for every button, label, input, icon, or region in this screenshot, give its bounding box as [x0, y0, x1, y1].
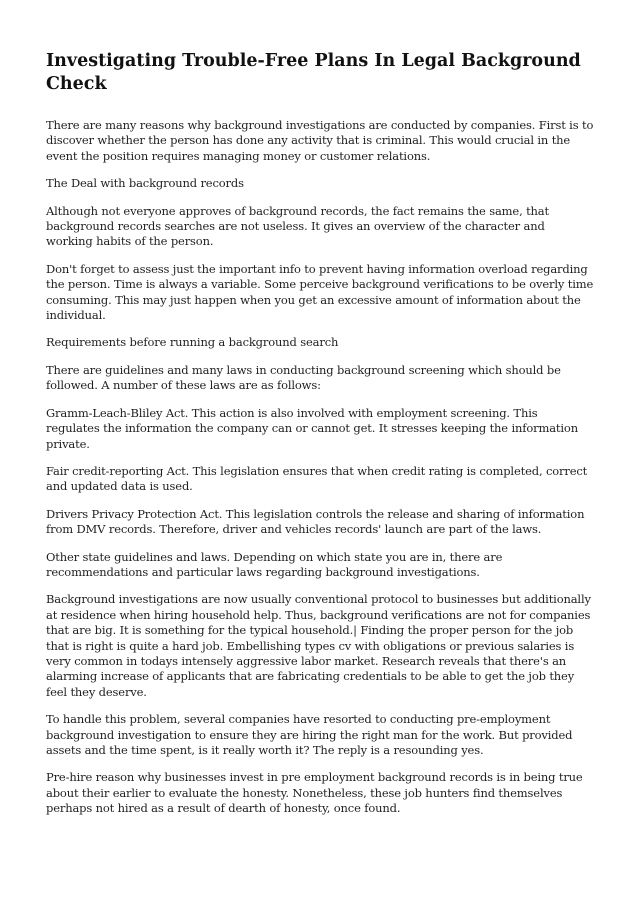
section-heading-background-records: The Deal with background records — [46, 176, 244, 191]
paragraph-gramm-leach-bliley: Gramm-Leach-Bliley Act. This action is also involved with employment screening. This regulates the information the company can or cannot get. It stresses keeping the information private. — [46, 405, 578, 451]
document-title: Investigating Trouble-Free Plans In Legal Background Check — [46, 51, 581, 94]
paragraph-pre-employment: To handle this problem, several companies have resorted to conducting pre-employment background investigation to ensure they are hiring the right man for the work. But provided assets and the time spent, is it really worth it? The reply is a resounding yes. — [46, 712, 573, 757]
paragraph-honesty: Pre-hire reason why businesses invest in pre employment background records is in being true about their earlier to evaluate the honesty. Nonetheless, these job hunters find themselves perhaps not hired as a result of dearth of honesty, once found. — [46, 770, 583, 816]
paragraph-overview: Although not everyone approves of background records, the fact remains the same, that background records searches are not useless. It gives an overview of the character and working habits of the person. — [46, 203, 549, 249]
paragraph-fair-credit-reporting: Fair credit-reporting Act. This legislation ensures that when credit rating is completed, correct and updated data is used. — [46, 463, 588, 494]
paragraph-intro: There are many reasons why background investigations are conducted by companies. First is to discover whether the person has done any activity that is criminal. This would crucial in the event the position requires managing money or customer relations. — [46, 118, 594, 163]
paragraph-drivers-privacy: Drivers Privacy Protection Act. This legislation controls the release and sharing of information from DMV records. Therefore, driver and vehicles records' launch are part of the laws. — [46, 506, 585, 537]
document-page — [46, 50, 594, 829]
paragraph-information-overload: Don't forget to assess just the important info to prevent having information overload regarding the person. Time is always a variable. Some perceive background verifications to be overly time consuming. This may just happen when you get an excessive amount of information about the individual. — [46, 261, 594, 323]
section-heading-requirements: Requirements before running a background search — [46, 335, 339, 350]
document-body — [46, 118, 594, 817]
paragraph-guidelines: There are guidelines and many laws in conducting background screening which should be followed. A number of these laws are as follows: — [46, 362, 561, 393]
paragraph-state-laws: Other state guidelines and laws. Depending on which state you are in, there are recommendations and particular laws regarding background investigations. — [46, 549, 503, 579]
paragraph-household-help: Background investigations are now usually conventional protocol to businesses but additionally at residence when hiring household help. Thus, background verifications are not for companies that are big. It is something for the typical household.| Finding the proper person for the job that is right is quite a hard job. Embellishing types cv with obligations or previous salaries is very common in todays intensely aggressive labor market. Research reveals that there's an alarming increase of applicants that are fabricating credentials to be able to get the job they feel they deserve. — [46, 592, 591, 699]
